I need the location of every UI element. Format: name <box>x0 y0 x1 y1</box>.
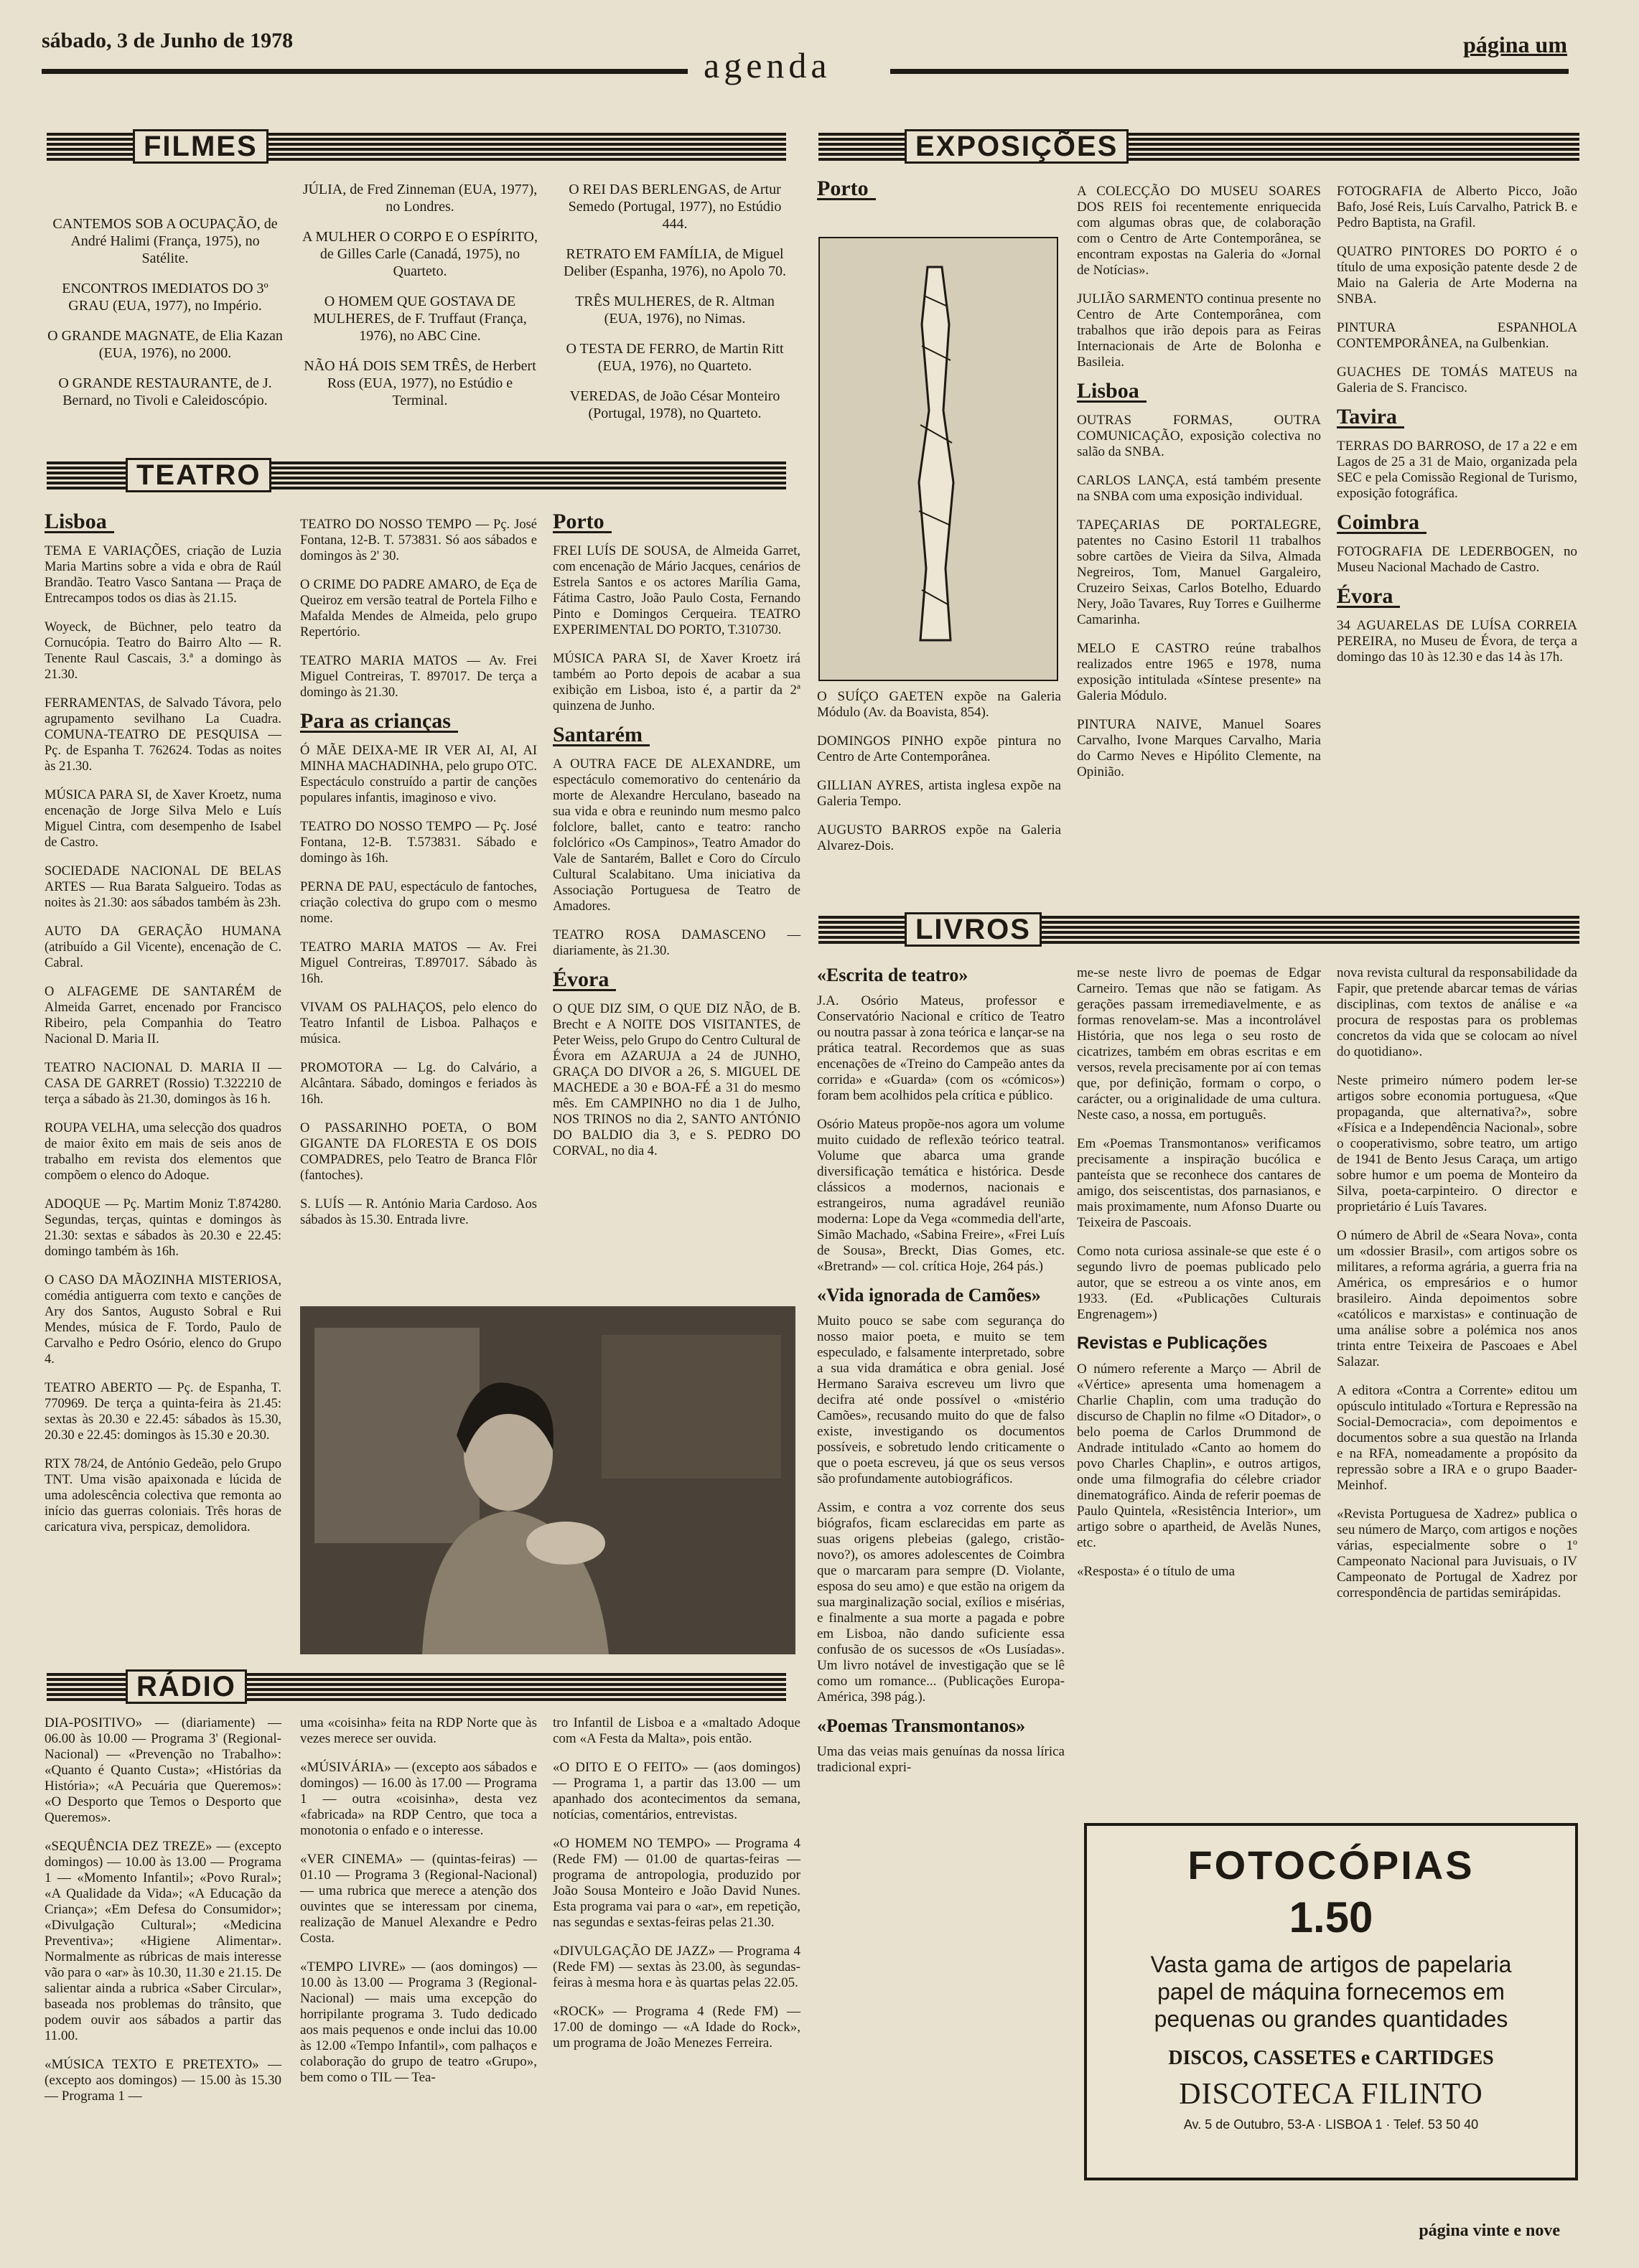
livro-paragraph: Muito pouco se sabe com segurança do nosso maior poeta, e muito se tem especulado, e falsamente interpretado, sobre a sua vida dramática e obra genial. José Hermano Saraiva escreveu um livro que decifra até onde possível o «mistério Camões», recusando muito do que de falso existe, investigando os documentos possíveis, e sobretudo lendo criticamente o que o poeta escreveu, já que os seus versos são profundamente autobiográficos. <box>817 1313 1065 1486</box>
teatro-entry: FERRAMENTAS, de Salvado Távora, pelo agrupamento sevilhano La Cuadra. COMUNA-TEATRO DE PESQUISA — Pç. de Espanha T. 762624. Todas as noites às 21.30. <box>45 696 281 774</box>
expo-lisboa-heading: Lisboa <box>1077 383 1147 403</box>
woman-photo-image <box>300 1306 795 1654</box>
page-label: página um <box>1463 32 1567 57</box>
banner-radio-label: RÁDIO <box>126 1669 247 1704</box>
ad-price: 1.50 <box>1289 1893 1373 1941</box>
livros-col3 <box>1337 965 1577 1614</box>
teatro-entry: FREI LUÍS DE SOUSA, de Almeida Garret, com encenação de Mário Jacques, cenários de Estrela Santos e os actores Marília Gama, Fátima Castro, João Paulo Costa, Fernando Pinto e Domingos Cerqueira. TEATRO EXPERIMENTAL DO PORTO, T.310730. <box>553 544 800 637</box>
teatro-entry: ROUPA VELHA, uma selecção dos quadros de maior êxito em mais de seis anos de trabalho em revista dos elementos que compõem o elenco do Adoque. <box>45 1121 281 1183</box>
radio-entry: «O DITO E O FEITO» — (aos domingos) — Programa 1, a partir das 13.00 — um apanhado dos acontecimentos da semana, notícias, comentários, entrevistas. <box>553 1760 800 1822</box>
livro-paragraph: J.A. Osório Mateus, professor e Conservatório Nacional e crítico de Teatro ou noutra passar à zona teórica e lançar-se na prática teatral. Recordemos que as suas encenações de «Treino do Campeão antes da corrida» e «Guarda» (com os «cómicos») foram bem acolhidos pela crítica e público. <box>817 993 1065 1103</box>
radio-entry: «O HOMEM NO TEMPO» — Programa 4 (Rede FM) — 01.00 de quartas-feiras — programa de antropologia, produzido por João Sousa Monteiro e João David Nunes. Esta programa vai para o «ar», em repetição, nas segundas e sextas-feiras pelas 21.30. <box>553 1836 800 1930</box>
livro-camoes-heading: «Vida ignorada de Camões» <box>817 1285 1041 1306</box>
film-entry: O GRANDE RESTAURANTE, de J. Bernard, no Tivoli e Caleidoscópio. <box>58 375 272 408</box>
woman-photo <box>300 1306 795 1654</box>
radio-entry: «TEMPO LIVRE» — (aos domingos) — 10.00 às 13.00 — Programa 3 (Regional-Nacional) — mais uma excepção do horripilante programa 3. Tudo dedicado aos mais pequenos e onde inclui das 10.00 às 12.00 «Tempo Infantil», com palhaços e colaboração do grupo de teatro «Grupo», bem como o TIL — Tea- <box>300 1959 537 2085</box>
livro-paragraph: Assim, e contra a voz corrente dos seus biógrafos, ficam esclarecidas em parte as suas origens plebeias (galego, cristão-novo?), os amores adolescentes de Coimbra que o marcaram para sempre (D. Violante, esposa do seu amo) e que estão na origem da sua marginalização social, exílios e misérias, e finalmente a sua morte a pagada e pobre em Lisboa, não dando suficiente essa confusão de os sucessos de «Os Lusíadas». Um livro notável de investigação que se lê como um romance... (Publicações Europa-América, 398 pág.). <box>817 1500 1065 1705</box>
film-entry: O HOMEM QUE GOSTAVA DE MULHERES, de F. Truffaut (França, 1976), no ABC Cine. <box>313 294 527 344</box>
teatro-entry: PERNA DE PAU, espectáculo de fantoches, criação colectiva do grupo com o mesmo nome. <box>300 880 537 926</box>
radio-entry: uma «coisinha» feita na RDP Norte que às vezes merece ser ouvida. <box>300 1715 537 1746</box>
teatro-entry: TEATRO MARIA MATOS — Av. Frei Miguel Contreiras, T.897017. Sábado às 16h. <box>300 940 537 986</box>
teatro-entry: SOCIEDADE NACIONAL DE BELAS ARTES — Rua Barata Salgueiro. Todas as noites às 21.30: aos sábados também às 23h. <box>45 864 281 910</box>
livro-paragraph: O número de Abril de «Seara Nova», conta um «dossier Brasil», com artigos sobre os militares, a reforma agrária, a guerra fria na América, os empresários e o humor brasileiro. Ainda depoimentos sobre «católicos e marxistas» e continuação de uma análise sobre a polémica nos anos trinta entre Teixeira de Pascoaes e Abel Salazar. <box>1337 1228 1577 1369</box>
teatro-criancas-heading: Para as crianças <box>300 713 458 733</box>
teatro-entry: TEATRO DO NOSSO TEMPO — Pç. José Fontana, 12-B. T.573831. Sábado e domingo às 16h. <box>300 820 537 866</box>
teatro-lisboa-heading: Lisboa <box>45 514 114 533</box>
expo-entry: AUGUSTO BARROS expõe na Galeria Alvarez-Dois. <box>817 823 1061 853</box>
section-title: agenda <box>704 45 831 85</box>
livros-col2 <box>1077 965 1321 1593</box>
ad-line-1: Vasta gama de artigos de papelaria <box>1150 1951 1512 1977</box>
expo-entry: FOTOGRAFIA DE LEDERBOGEN, no Museu Nacional Machado de Castro. <box>1337 544 1577 575</box>
expo-entry: A COLECÇÃO DO MUSEU SOARES DOS REIS foi recentemente enriquecida com algumas obras que, de colaboração com o Centro de Arte Contemporânea, se encontram expostas na Galeria do «Jornal de Notícias». <box>1077 184 1321 278</box>
expo-coimbra-heading: Coimbra <box>1337 515 1426 534</box>
expo-porto-list <box>817 689 1061 867</box>
radio-entry: «MÚSIVÁRIA» — (excepto aos sábados e domingos) — 16.00 às 17.00 — Programa 1 — outra «coisinha», desta vez «fabricada» na RDP Centro, que toca a monotonia o enfado e o interesse. <box>300 1760 537 1838</box>
film-entry: ENCONTROS IMEDIATOS DO 3º GRAU (EUA, 1977), no Império. <box>62 281 269 314</box>
expo-entry: PINTURA ESPANHOLA CONTEMPORÂNEA, na Gulbenkian. <box>1337 320 1577 351</box>
expo-tavira-heading: Tavira <box>1337 409 1404 428</box>
ad-title: FOTOCÓPIAS <box>1187 1842 1475 1888</box>
radio-entry: «MÚSICA TEXTO E PRETEXTO» — (excepto aos domingos) — 15.00 às 15.30 — Programa 1 — <box>45 2057 281 2104</box>
masthead-rule-right <box>890 69 1569 74</box>
teatro-entry: Ó MÃE DEIXA-ME IR VER AI, AI, AI MINHA MACHADINHA, pelo grupo OTC. Espectáculo construído a partir de canções populares infantis, imaginoso e vivo. <box>300 744 537 805</box>
expo-entry: JULIÃO SARMENTO continua presente no Centro de Arte Contemporânea, com trabalhos que irão depois para as Feiras Internacionais de Arte de Bolonha e Basileia. <box>1077 291 1321 370</box>
livro-paragraph: A editora «Contra a Corrente» editou um opúsculo intitulado «Tortura e Repressão na Social-Democracia», com depoimentos e documentos sobre a sua questão na Irlanda e na RFA, nomeadamente a propósito da repressão sobre a IRA e o grupo Baader-Meinhof. <box>1337 1383 1577 1493</box>
ad-line-3: pequenas ou grandes quantidades <box>1154 2006 1508 2032</box>
teatro-entry: TEATRO NACIONAL D. MARIA II — CASA DE GARRET (Rossio) T.322210 de terça a sábado às 21.30, domingos às 16 h. <box>45 1061 281 1107</box>
radio-col1 <box>45 1715 281 2117</box>
radio-entry: «VER CINEMA» — (quintas-feiras) — 01.10 — Programa 3 (Regional-Nacional) — uma rubrica que merece a atenção dos ouvintes que se interessam por cinema, realização de Manuel Alexandre e Pedro Costa. <box>300 1852 537 1946</box>
teatro-entry: TEATRO ABERTO — Pç. de Espanha, T. 770969. De terça a quinta-feira às 21.45: sextas às 20.30 e 22.45: sábados às 15.30, 20.30 e 22.45: domingos às 15.30 e 20.30. <box>45 1381 281 1443</box>
banner-teatro-label: TEATRO <box>126 458 271 492</box>
livro-paragraph: Em «Poemas Transmontanos» verificamos precisamente a inspiração bucólica e panteísta que se reconhece dos cantares de amigo, dos seiscentistas, dos parnasianos, e mais proximamente, num Afonso Duarte ou Teixeira de Pascoais. <box>1077 1136 1321 1230</box>
teatro-entry: RTX 78/24, de António Gedeão, pelo Grupo TNT. Uma visão apaixonada e lúcida de uma adolescência colectiva que remonta ao início das guerras coloniais. Três horas de caricatura viva, perspicaz, demolidora. <box>45 1457 281 1534</box>
expo-col2 <box>1077 184 1321 793</box>
teatro-evora-heading: Évora <box>553 972 616 991</box>
expo-entry: MELO E CASTRO reúne trabalhos realizados entre 1965 e 1978, numa exposição intitulada «Síntese presente» na Galeria Módulo. <box>1077 641 1321 703</box>
film-entry: TRÊS MULHERES, de R. Altman (EUA, 1976), no Nimas. <box>575 294 775 327</box>
teatro-entry: O ALFAGEME DE SANTARÉM de Almeida Garret, encenado por Francisco Ribeiro, pela Companhia do Teatro Nacional D. Maria II. <box>45 985 281 1046</box>
radio-col3 <box>553 1715 800 2064</box>
banner-filmes <box>47 132 786 161</box>
ad-line-4: DISCOS, CASSETES e CARTIDGES <box>1168 2047 1494 2069</box>
teatro-col1 <box>45 510 281 1548</box>
teatro-entry: O QUE DIZ SIM, O QUE DIZ NÃO, de B. Brecht e A NOITE DOS VISITANTES, de Peter Weiss, pelo Grupo do Centro Cultural de Évora em AZARUJA a 24 de JUNHO, GRAÇA DO DIVOR a 26, S. MIGUEL DE MACHEDE a 30 e BOA-FÉ a 31 do mesmo mês. Em CAMPINHO no dia 1 de Julho, NOS TRINOS no dia 2, SANTO ANTÓNIO DO BALDIO dia 3, e S. PEDRO DO CORVAL, no dia 4. <box>553 1002 800 1158</box>
banner-livros <box>818 915 1579 944</box>
radio-entry: DIA-POSITIVO» — (diariamente) — 06.00 às 10.00 — Programa 3' (Regional-Nacional) — «Prevenção no Trabalho»: «Quanto é Quanto Custa»; «Histórias da História»; «A Pecuária que Queremos»: «O Desporto que Temos o Desporto que Queremos». <box>45 1715 281 1825</box>
expo-entry: GILLIAN AYRES, artista inglesa expõe na Galeria Tempo. <box>817 778 1061 809</box>
teatro-col2 <box>300 517 537 1241</box>
banner-livros-label: LIVROS <box>905 912 1042 947</box>
teatro-col3 <box>553 510 800 1172</box>
revistas-heading: Revistas e Publicações <box>1077 1334 1268 1353</box>
teatro-entry: TEATRO DO NOSSO TEMPO — Pç. José Fontana, 12-B. T. 573831. Só aos sábados e domingos às 2' 30. <box>300 517 537 563</box>
teatro-entry: TEATRO MARIA MATOS — Av. Frei Miguel Contreiras, T. 897017. De terça a domingo às 21.30. <box>300 654 537 700</box>
expo-entry: DOMINGOS PINHO expõe pintura no Centro de Arte Contemporânea. <box>817 734 1061 764</box>
film-entry: O TESTA DE FERRO, de Martin Ritt (EUA, 1976), no Quarteto. <box>566 341 784 374</box>
radio-entry: tro Infantil de Lisboa e a «maltado Adoque com «A Festa da Malta», pois então. <box>553 1715 800 1746</box>
radio-entry: «DIVULGAÇÃO DE JAZZ» — Programa 4 (Rede FM) — sextas às 23.00, às segundas-feiras à mesma hora e às quartas pelas 22.05. <box>553 1944 800 1990</box>
livro-paragraph: O número referente a Março — Abril de «Vértice» apresenta uma homenagem a Charlie Chaplin, com uma tradução do discurso de Chaplin no filme «O Ditador», o belo poema de Carlos Drummond de Andrade intitulado «Canto ao homem do povo Charles Chaplin», e outros artigos, onde uma filmografia do célebre criador dinematográfico. Ainda de referir poemas de Paulo Quintela, «Resistência Interior», um artigo sobre o apartheid, de Avelãs Nunes, etc. <box>1077 1362 1321 1550</box>
banner-filmes-label: FILMES <box>133 129 269 164</box>
sculpture-drawing <box>820 238 1057 680</box>
banner-exposicoes <box>818 132 1579 161</box>
livro-paragraph: «Resposta» é o título de uma <box>1077 1564 1236 1579</box>
expo-evora-heading: Évora <box>1337 589 1400 608</box>
film-entry: NÃO HÁ DOIS SEM TRÊS, de Herbert Ross (EUA, 1977), no Estúdio e Terminal. <box>304 358 536 408</box>
banner-teatro <box>47 461 786 489</box>
expo-entry: QUATRO PINTORES DO PORTO é o título de uma exposição patente desde 2 de Maio na Galeria de Arte Moderna na SNBA. <box>1337 244 1577 306</box>
livro-paragraph: nova revista cultural da responsabilidade da Fapir, que pretende abarcar temas de várias disciplinas, com textos de análise e «a procura de respostas para os problemas concretos da vida que se colocam ao nível do quotidiano». <box>1337 965 1577 1059</box>
ad-shop-name: DISCOTECA FILINTO <box>1179 2078 1483 2111</box>
expo-entry: CARLOS LANÇA, está também presente na SNBA com uma exposição individual. <box>1077 473 1321 504</box>
film-entry: O REI DAS BERLENGAS, de Artur Semedo (Portugal, 1977), no Estúdio 444. <box>568 182 782 232</box>
expo-porto-heading: Porto <box>817 181 876 200</box>
expo-entry: GUACHES DE TOMÁS MATEUS na Galeria de S. Francisco. <box>1337 365 1577 395</box>
teatro-entry: Woyeck, de Büchner, pelo teatro da Cornucópia. Teatro do Bairro Alto — R. Tenente Raul Cascais, 3.ª a domingo às 21.30. <box>45 620 281 682</box>
film-entry: JÚLIA, de Fred Zinneman (EUA, 1977), no Londres. <box>302 182 538 215</box>
livro-paragraph: Como nota curiosa assinale-se que este é o segundo livro de poemas publicado pelo autor, que se estreou a os vinte anos, em 1933. (Ed. «Publicações Culturais Engrenagem») <box>1077 1244 1321 1322</box>
teatro-entry: PROMOTORA — Lg. do Calvário, a Alcântara. Sábado, domingos e feriados às 16h. <box>300 1061 537 1107</box>
expo-entry: PINTURA NAIVE, Manuel Soares Carvalho, Ivone Marques Carvalho, Maria do Carmo Neves e Hipólito Clemente, na Opinião. <box>1077 717 1321 779</box>
film-entry: RETRATO EM FAMÍLIA, de Miguel Deliber (Espanha, 1976), no Apolo 70. <box>564 246 786 279</box>
filmes-col1 <box>47 215 284 422</box>
teatro-entry: S. LUÍS — R. António Maria Cardoso. Aos sábados às 15.30. Entrada livre. <box>300 1197 537 1227</box>
page-footer: página vinte e nove <box>1419 2221 1560 2240</box>
livro-paragraph: «Revista Portuguesa de Xadrez» publica o seu número de Março, com artigos e noções várias, especialmente sobre o 1º Campeonato Nacional para Juvisuais, o IV Campeonato de Portugal de Xadrez por correspondência de partidas semirápidas. <box>1337 1506 1577 1601</box>
teatro-entry: ADOQUE — Pç. Martim Moniz T.874280. Segundas, terças, quintas e domingos às 21.30: sextas e sábados às 20.30 e 22.45: domingo também às 16h. <box>45 1197 281 1259</box>
filmes-col2 <box>302 181 538 422</box>
exposicoes-porto <box>817 177 1065 210</box>
livros-col1 <box>817 960 1065 1789</box>
teatro-entry: A OUTRA FACE DE ALEXANDRE, um espectáculo comemorativo do centenário da morte de Alexandre Herculano, baseado na sua vida e obra e reunindo num mesmo palco folclore, ballet, canto e teatro: rancho folclórico «Os Campinos», Teatro Amador do Vale de Santarém, Ballet e Coro do Círculo Cultural Scalabitano. Uma iniciativa da Associação Portuguesa de Teatro de Amadores. <box>553 757 800 914</box>
teatro-entry: AUTO DA GERAÇÃO HUMANA (atribuído a Gil Vicente), encenação de C. Cabral. <box>45 924 281 970</box>
teatro-entry: MÚSICA PARA SI, de Xaver Kroetz, numa encenação de Jorge Silva Melo e Luís Miguel Cintra, com desempenho de Isabel de Castro. <box>45 788 281 850</box>
film-entry: CANTEMOS SOB A OCUPAÇÃO, de André Halimi (França, 1975), no Satélite. <box>52 216 278 266</box>
livro-paragraph: me-se neste livro de poemas de Edgar Carneiro. Temas que não se fatigam. As gerações passam irremediavelmente, e as formas renovelam-se. Mas a incontrolável História, que nos lega o seu rosto de cicatrizes, também em obras escritas e em versos, revela precisamente por aí con temas que, por definição, formam o corpo, o carácter, ou a originalidade de uma cultura. Neste caso, a nossa, em português. <box>1077 965 1321 1123</box>
expo-entry: OUTRAS FORMAS, OUTRA COMUNICAÇÃO, exposição colectiva no salão da SNBA. <box>1077 413 1321 459</box>
teatro-entry: O CASO DA MÃOZINHA MISTERIOSA, comédia antiguerra com texto e canções de Ary dos Santos, Augusto Sobral e Rui Mendes, música de F. Tordo, Paulo de Carvalho e Pedro Osório, elenco do Grupo 4. <box>45 1273 281 1367</box>
teatro-entry: VIVAM OS PALHAÇOS, pelo elenco do Teatro Infantil de Lisboa. Palhaços e música. <box>300 1001 537 1046</box>
radio-entry: «ROCK» — Programa 4 (Rede FM) — 17.00 de domingo — «A Idade do Rock», um programa de João Menezes Ferreira. <box>553 2004 800 2051</box>
ad-address: Av. 5 de Outubro, 53-A · LISBOA 1 · Telef. 53 50 40 <box>1183 2117 1479 2132</box>
banner-radio <box>47 1672 786 1701</box>
film-entry: A MULHER O CORPO E O ESPÍRITO, de Gilles Carle (Canadá, 1975), no Quarteto. <box>302 229 538 279</box>
livro-paragraph: Uma das veias mais genuínas da nossa lírica tradicional expri- <box>817 1744 1065 1775</box>
sculpture-illustration <box>818 237 1058 681</box>
ad-line-2: papel de máquina fornecemos em <box>1157 1979 1505 2005</box>
livro-paragraph: Osório Mateus propõe-nos agora um volume muito cuidado de reflexão teórico teatral. Volume que abarca uma grande diversificação temática e histórica. Desde clássicos a modernos, nacionais e estrangeiros, numa agradável reunião moderna: Lope da Vega «commedia dell'arte, Simão Machado, «Sabina Freire», «Frei Luís de Sousa», Breckt, Dias Gomes, etc. «Bretrand» — col. crítica Hoje, 264 pás.) <box>817 1117 1065 1274</box>
film-entry: O GRANDE MAGNATE, de Elia Kazan (EUA, 1976), no 2000. <box>47 328 283 361</box>
teatro-entry: O CRIME DO PADRE AMARO, de Eça de Queiroz em versão teatral de Portela Filho e Mafalda Mendes de Almeida, pelo grupo Repertório. <box>300 578 537 639</box>
filmes-col3 <box>556 181 793 435</box>
teatro-entry: TEATRO ROSA DAMASCENO — diariamente, às 21.30. <box>553 928 800 958</box>
expo-entry: 34 AGUARELAS DE LUÍSA CORREIA PEREIRA, no Museu de Évora, de terça a domingo das 10 às 12.30 e das 14 às 17h. <box>1337 618 1577 665</box>
fotocopias-ad <box>1084 1823 1578 2180</box>
teatro-porto-heading: Porto <box>553 514 612 533</box>
teatro-santarem-heading: Santarém <box>553 727 650 746</box>
livro-paragraph: Neste primeiro número podem ler-se artigos sobre economia portuguesa, «Que propaganda, que alternativa?», sobre «Física e a Independência Nacional», sobre o cooperativismo, sobre teatro, um artigo de 1941 de Bento Jesus Caraça, um artigo sobre humor e um poema de Monteiro da Silva, poeta-carpinteiro. O director e proprietário é Luís Tavares. <box>1337 1073 1577 1214</box>
expo-entry: FOTOGRAFIA de Alberto Picco, João Bafo, José Reis, Luís Carvalho, Patrick B. e Pedro Baptista, na Grafil. <box>1337 184 1577 230</box>
masthead-date: sábado, 3 de Junho de 1978 <box>42 29 294 52</box>
expo-entry: TERRAS DO BARROSO, de 17 a 22 e em Lagos de 25 a 31 de Maio, organizada pela SEC e pela Comissão Regional de Turismo, exposição fotográfica. <box>1337 439 1577 501</box>
teatro-entry: TEMA E VARIAÇÕES, criação de Luzia Maria Martins sobre a vida e obra de Raúl Brandão. Teatro Vasco Santana — Praça de Entrecampos todos os dias às 21.15. <box>45 544 281 606</box>
teatro-entry: MÚSICA PARA SI, de Xaver Kroetz irá também ao Porto depois de acabar a sua exibição em Lisboa, isto é, a partir da 2ª quinzena de Junho. <box>553 652 800 713</box>
banner-exposicoes-label: EXPOSIÇÕES <box>905 129 1129 164</box>
radio-col2 <box>300 1715 537 2099</box>
teatro-entry: O PASSARINHO POETA, O BOM GIGANTE DA FLORESTA E OS DOIS COMPADRES, pelo Teatro de Branca Flôr (fantoches). <box>300 1121 537 1183</box>
livro-transmontanos-heading: «Poemas Transmontanos» <box>817 1715 1026 1736</box>
expo-entry: TAPEÇARIAS DE PORTALEGRE, patentes no Casino Estoril 11 trabalhos sobre cartões de Vieira da Silva, Almada Negreiros, Tom, Manuel Gargaleiro, Cruzeiro Seixas, Carlos Botelho, Eduardo Nery, João Tavares, Ruy Torres e Guilherme Camarinha. <box>1077 517 1321 627</box>
expo-entry: O SUÍÇO GAETEN expõe na Galeria Módulo (Av. da Boavista, 854). <box>817 689 1061 720</box>
film-entry: VEREDAS, de João César Monteiro (Portugal, 1978), no Quarteto. <box>569 388 780 421</box>
livro-escrita-heading: «Escrita de teatro» <box>817 965 968 985</box>
expo-col3 <box>1337 184 1577 678</box>
masthead-rule-left <box>42 69 688 74</box>
radio-entry: «SEQUÊNCIA DEZ TREZE» — (excepto domingos) — 10.00 às 13.00 — Programa 1 — «Momento Infantil»; «Povo Rural»; «A Qualidade da Vida»; «A Educação da Criança»; «Em Defesa do Consumidor»; «Divulgação Cultural»; «Medicina Preventiva»; «Higiene Alimentar». Normalmente as rúbricas de mais interesse vão para o «ar» às 10.30, 11.30 e 21.15. De salientar ainda a rubrica «Saber Circular», baseada nos problemas do trânsito, que podem ouvir aos sábados a partir das 11.00. <box>45 1839 281 2043</box>
